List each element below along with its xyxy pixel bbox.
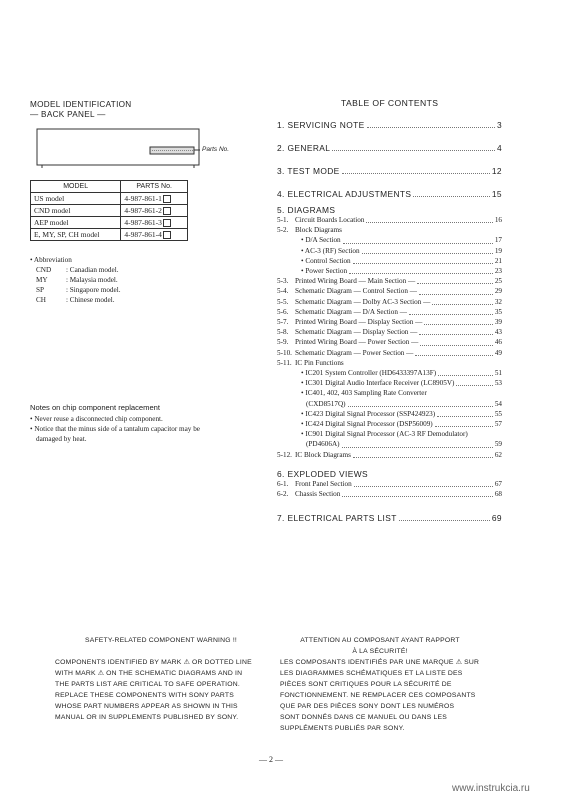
toc-entry[interactable] (277, 348, 502, 358)
warning-line: WITH MARK ⚠ ON THE SCHEMATIC DIAGRAMS AND IN (55, 670, 243, 677)
toc-entry[interactable] (277, 276, 502, 286)
part-cell: 4-987-861-4 (121, 229, 188, 241)
toc-entry-page: 19 (494, 246, 502, 255)
toc-entry-label: • Power Section (301, 267, 348, 276)
toc-entry[interactable] (277, 388, 502, 398)
chip-note-item-cont: damaged by heat. (36, 435, 87, 443)
toc-entry[interactable] (277, 246, 502, 256)
toc-entry-page: 23 (494, 267, 502, 276)
toc-entry-label: • IC301 Digital Audio Interface Receiver (LC8905V) (301, 379, 455, 388)
toc-entry-page: 29 (494, 287, 502, 296)
toc-entry[interactable] (277, 489, 502, 499)
toc-entry[interactable] (277, 266, 502, 276)
toc-entry-page: 46 (494, 338, 502, 347)
toc-entry[interactable] (277, 399, 502, 409)
warning-line: WHOSE PART NUMBERS APPEAR AS SHOWN IN THIS (55, 703, 238, 710)
toc-entry-number: 5-1. (277, 216, 289, 224)
chip-note-item: • Notice that the minus side of a tantalum capacitor may be (30, 425, 200, 433)
model-cell: US model (31, 193, 121, 205)
toc-entry-page: 43 (494, 328, 502, 337)
toc-entry-label: • AC-3 (RF) Section (301, 246, 360, 255)
warning-line: LES DIAGRAMMES SCHÉMATIQUES ET LA LISTE DES (280, 670, 463, 677)
abbreviation-item: MY : Malaysia model. (36, 276, 118, 284)
toc-entry-page: 17 (494, 236, 502, 245)
toc-entry[interactable] (277, 479, 502, 489)
warning-fr-title: ATTENTION AU COMPOSANT AYANT RAPPORT À LA SÉCURITÉ! (300, 637, 460, 655)
abbreviation-block (30, 255, 121, 305)
toc-entry-number: 5-7. (277, 318, 289, 327)
toc-title: TABLE OF CONTENTS (341, 98, 439, 108)
toc-entry[interactable] (277, 337, 502, 347)
toc-entry[interactable] (277, 235, 502, 245)
warning-line: MANUAL OR IN SUPPLEMENTS PUBLISHED BY SONY. (55, 714, 239, 721)
warning-fr-body (280, 657, 480, 734)
toc-entry[interactable]: 1. SERVICING NOTE 3 (277, 120, 502, 130)
toc-entry-page: 67 (494, 480, 502, 488)
abbreviation-item: SP : Singapore model. (36, 286, 121, 294)
toc-entry-page: 25 (494, 277, 502, 286)
checkbox-icon (163, 231, 171, 239)
toc-entry-number: 5-9. (277, 338, 289, 347)
toc-entry-number: 5-11. (277, 358, 292, 367)
toc-entry-label: Schematic Diagram — Display Section — (295, 328, 418, 337)
col-header-parts: PARTS No. (121, 181, 188, 193)
toc-diagrams-title: 5. DIAGRAMS (277, 205, 336, 215)
toc-diagrams-list (277, 215, 502, 460)
checkbox-icon (163, 219, 171, 227)
toc-entry-label: Schematic Diagram — D/A Section — (295, 307, 407, 316)
toc-entry-page: 62 (494, 450, 502, 459)
toc-entry[interactable] (277, 256, 502, 266)
toc-entry-label: • D/A Section (301, 236, 341, 245)
chip-notes (30, 403, 258, 444)
watermark: www.instrukcia.ru (452, 783, 530, 794)
model-id-subtitle: — BACK PANEL — (30, 110, 106, 119)
toc-entry-label: Block Diagrams (295, 226, 342, 235)
toc-entry[interactable] (277, 317, 502, 327)
model-id-title: MODEL IDENTIFICATION (30, 100, 132, 109)
toc-entry-label: Schematic Diagram — Control Section — (295, 287, 417, 296)
warning-line: REPLACE THESE COMPONENTS WITH SONY PARTS (55, 692, 234, 699)
col-header-model: MODEL (31, 181, 121, 193)
toc-entry-label: IC Pin Functions (295, 358, 344, 367)
toc-top-list (277, 118, 502, 199)
toc-entry-parts-list[interactable]: 7. ELECTRICAL PARTS LIST 69 (277, 513, 502, 523)
toc-entry-page: 68 (494, 490, 502, 499)
toc-entry-page: 55 (494, 409, 502, 418)
toc-entry-number: 5-2. (277, 226, 289, 235)
toc-entry-label: Front Panel Section (295, 480, 352, 488)
toc-entry-label: • IC423 Digital Signal Processor (SSP424923) (301, 409, 436, 418)
toc-entry[interactable]: 3. TEST MODE 12 (277, 166, 502, 176)
toc-entry-label: • Control Section (301, 256, 351, 265)
toc-entry-label: Schematic Diagram — Dolby AC-3 Section — (295, 297, 431, 306)
toc-entry-label: • IC424 Digital Signal Processor (DSP56009) (301, 420, 433, 429)
toc-entry[interactable] (277, 297, 502, 307)
toc-entry-label: Printed Wiring Board — Power Section — (295, 338, 419, 347)
toc-entry-number: 5-6. (277, 307, 289, 316)
model-table (30, 180, 188, 241)
checkbox-icon (163, 207, 171, 215)
toc-entry[interactable] (277, 378, 502, 388)
abbreviation-title: • Abbreviation (30, 256, 72, 264)
toc-exploded-list (277, 479, 502, 499)
part-cell: 4-987-861-3 (121, 217, 188, 229)
warning-line: PIÈCES SONT CRITIQUES POUR LA SÉCURITÉ DE (280, 681, 452, 688)
toc-entry-page: 51 (494, 369, 502, 378)
toc-exploded-title: 6. EXPLODED VIEWS (277, 469, 369, 479)
warning-line: THE PARTS LIST ARE CRITICAL TO SAFE OPERATION. (55, 681, 240, 688)
abbreviation-item: CH : Chinese model. (36, 296, 115, 304)
toc-entry[interactable]: 2. GENERAL 4 (277, 143, 502, 153)
parts-no-callout: Parts No. (202, 146, 230, 153)
warning-line: SUPPLÉMENTS PUBLIÉS PAR SONY. (280, 725, 405, 732)
table-row (31, 205, 188, 217)
warning-en-title: SAFETY-RELATED COMPONENT WARNING !! (84, 637, 238, 644)
abbreviation-item: CND : Canadian model. (36, 266, 119, 274)
toc-entry[interactable] (277, 409, 502, 419)
model-cell: AEP model (31, 217, 121, 229)
toc-entry-label: • IC401, 402, 403 Sampling Rate Converter (301, 389, 427, 398)
part-cell: 4-987-861-1 (121, 193, 188, 205)
toc-entry-number: 6-1. (277, 480, 289, 488)
toc-entry-number: 5-4. (277, 287, 289, 296)
toc-entry-page: 53 (494, 379, 502, 388)
toc-entry[interactable] (277, 215, 502, 225)
toc-entry-label: Printed Wiring Board — Display Section — (295, 318, 423, 327)
toc-entry[interactable] (277, 368, 502, 378)
toc-entry[interactable] (277, 358, 502, 368)
toc-entry-label: IC Block Diagrams (295, 450, 351, 459)
toc-entry-label: Chassis Section (295, 490, 341, 499)
model-cell: CND model (31, 205, 121, 217)
toc-entry-number: 5-10. (277, 348, 292, 357)
warning-line: SONT DONNÉS DANS CE MANUEL OU DANS LES (280, 714, 447, 721)
toc-entry-label: Printed Wiring Board — Main Section — (295, 277, 416, 286)
toc-entry-label: • IC201 System Controller (HD6433397A13F) (301, 369, 437, 378)
model-cell: E, MY, SP, CH model (31, 229, 121, 241)
toc-entry-label: (PD4606A) (306, 440, 340, 449)
toc-entry[interactable] (277, 225, 502, 235)
table-row (31, 217, 188, 229)
warning-line: LES COMPOSANTS IDENTIFIÉS PAR UNE MARQUE ⚠ SUR (280, 659, 480, 666)
toc-entry-number: 5-12. (277, 450, 292, 459)
toc-entry-page: 57 (494, 420, 502, 429)
warning-line: COMPONENTS IDENTIFIED BY MARK ⚠ OR DOTTED LINE (55, 659, 252, 666)
page-number: — 2 — (259, 755, 283, 764)
toc-entry-page: 35 (494, 307, 502, 316)
toc-entry[interactable] (277, 450, 502, 460)
warning-en-body (55, 657, 267, 723)
table-row (31, 193, 188, 205)
toc-entry[interactable] (277, 439, 502, 449)
toc-entry-number: 5-8. (277, 328, 289, 337)
toc-entry-label: (CXD8517Q) (306, 399, 346, 408)
toc-entry-page: 21 (494, 256, 502, 265)
toc-entry-label: Schematic Diagram — Power Section — (295, 348, 414, 357)
toc-entry-number: 6-2. (277, 490, 289, 499)
toc-entry-page: 16 (494, 216, 502, 224)
checkbox-icon (163, 195, 171, 203)
toc-entry-page: 59 (494, 440, 502, 449)
toc-entry-page: 39 (494, 318, 502, 327)
toc-entry-label: • IC901 Digital Signal Processor (AC-3 RF Demodulator) (301, 430, 468, 439)
toc-entry[interactable] (277, 419, 502, 429)
toc-entry[interactable] (277, 286, 502, 296)
toc-entry-number: 5-3. (277, 277, 289, 286)
toc-entry-number: 5-5. (277, 297, 289, 306)
chip-notes-title: Notes on chip component replacement (30, 403, 161, 412)
warning-line: QUE PAR DES PIÈCES SONY DONT LES NUMÉROS (280, 703, 455, 710)
toc-entry[interactable]: 4. ELECTRICAL ADJUSTMENTS 15 (277, 189, 502, 199)
table-row (31, 229, 188, 241)
chip-note-item: • Never reuse a disconnected chip component. (30, 415, 163, 423)
toc-entry[interactable] (277, 307, 502, 317)
warning-line: FONCTIONNEMENT. NE REMPLACER CES COMPOSANTS (280, 692, 476, 699)
part-cell: 4-987-861-2 (121, 205, 188, 217)
table-header-row (31, 181, 188, 193)
toc-entry-page: 54 (494, 399, 502, 408)
toc-entry[interactable] (277, 327, 502, 337)
toc-entry-page: 49 (494, 348, 502, 357)
toc-entry-page: 32 (494, 297, 502, 306)
toc-entry[interactable] (277, 429, 502, 439)
toc-entry-label: Circuit Boards Location (295, 216, 365, 224)
